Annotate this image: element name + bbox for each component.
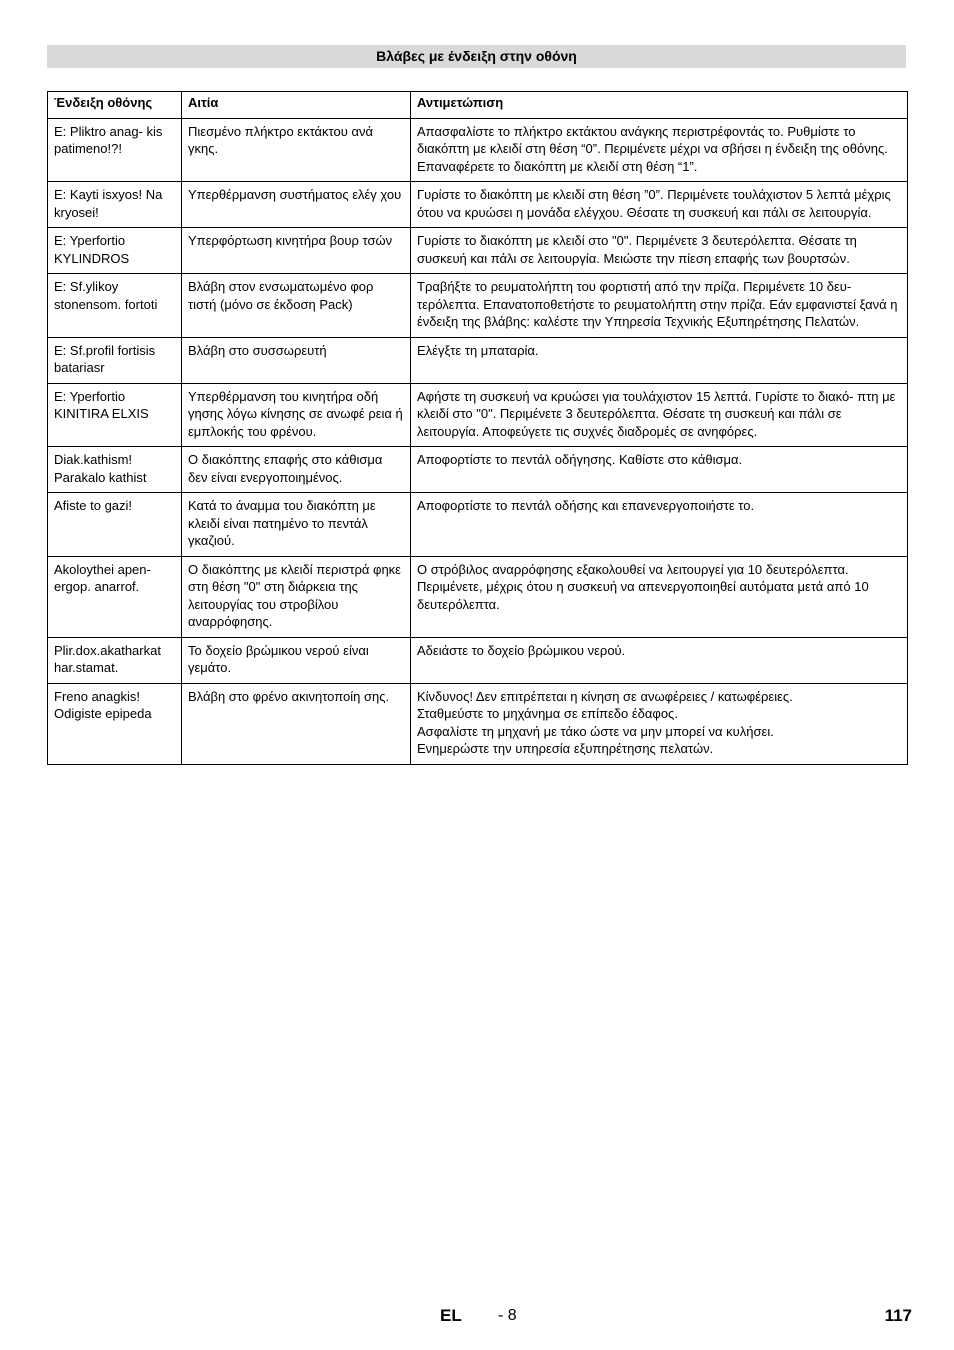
cause-cell: [182, 228, 411, 274]
remedy-cell: [411, 337, 908, 383]
cause-cell: [182, 556, 411, 637]
remedy-text: Γυρίστε το διακόπτη με κλειδί στη θέση ”0”. Περιμένετε τουλάχιστον 5 λεπτά μέχρις ότου να κρυώσει η μονάδα ελέγχου. Θέσατε τη συσκευή και πάλι σε λειτουργία.: [417, 187, 891, 220]
fault-table: [47, 91, 908, 765]
table-row: [48, 556, 908, 637]
cause-cell: [182, 637, 411, 683]
cause-text: Το δοχείο βρώμικου νερού είναι γεμάτο.: [188, 642, 369, 675]
remedy-text: Αποφορτίστε το πεντάλ οδήσης και επανενεργοποιήστε το.: [417, 498, 755, 513]
remedy-cell: [411, 274, 908, 338]
display-cell: [48, 637, 182, 683]
display-text: Diak.kathism! Parakalo kathist: [54, 452, 147, 485]
display-cell: [48, 228, 182, 274]
remedy-cell: [411, 493, 908, 557]
remedy-cell: [411, 683, 908, 764]
display-text: Plir.dox.akatharkat har.stamat.: [54, 642, 161, 675]
display-cell: [48, 337, 182, 383]
cause-text: Υπερθέρμανση συστήματος ελέγ χου: [188, 187, 402, 202]
display-text: E: Sf.profil fortisis batariasr: [54, 342, 156, 375]
table-row: [48, 228, 908, 274]
table-row: [48, 683, 908, 764]
footer-section-page: - 8: [498, 1307, 517, 1324]
table-header-row: [48, 92, 908, 119]
display-text: E: Sf.ylikoy stonensom. fortoti: [54, 279, 158, 312]
table-row: [48, 337, 908, 383]
remedy-cell: [411, 637, 908, 683]
display-text: E: Yperfortio KYLINDROS: [54, 233, 130, 266]
header-remedy: Αντιμετώπιση: [411, 92, 908, 119]
cause-cell: [182, 182, 411, 228]
table-row: [48, 447, 908, 493]
remedy-cell: [411, 182, 908, 228]
cause-text: Υπερφόρτωση κινητήρα βουρ τσών: [188, 233, 393, 248]
remedy-text: Κίνδυνος! Δεν επιτρέπεται η κίνηση σε ανωφέρειες / κατωφέρειες.: [417, 688, 793, 704]
remedy-text: Ελέγξτε τη μπαταρία.: [417, 342, 539, 358]
display-text: Freno anagkis! Odigiste epipeda: [54, 688, 152, 721]
cause-text: Ο διακόπτης επαφής στο κάθισμα δεν είναι ενεργοποιημένος.: [188, 452, 383, 485]
cause-text: Βλάβη στον ενσωματωμένο φορ τιστή (μόνο σε έκδοση Pack): [188, 279, 374, 312]
remedy-text: Ο στρόβιλος αναρρόφησης εξακολουθεί να λειτουργεί για 10 δευτερόλεπτα. Περιμένετε, μέχρις ότου η συσκευή να απενεργοποιηθεί αυτόματα μετά από 10 δευτερόλεπτα.: [417, 561, 869, 612]
remedy-text: Τραβήξτε το ρευματολήπτη του φορτιστή από την πρίζα. Περιμένετε 10 δευ- τερόλεπτα. Επανατοποθετήστε το ρευματολήπτη στην πρίζα. Εάν εμφανιστεί ξανά η ένδειξη της βλάβης: καλέστε την Υπηρεσία Τεχνικής Εξυπηρέτησης Πελατών.: [417, 279, 898, 329]
remedy-text: Ενημερώστε την υπηρεσία εξυπηρέτησης πελατών.: [417, 741, 714, 756]
footer-page-number: 117: [884, 1306, 912, 1325]
cause-cell: [182, 118, 411, 182]
remedy-cell: [411, 118, 908, 182]
cause-cell: [182, 683, 411, 764]
remedy-cell: [411, 228, 908, 274]
display-cell: [48, 274, 182, 338]
cause-text: Βλάβη στο συσσωρευτή: [188, 342, 327, 358]
display-text: Akoloythei apen- ergop. anarrof.: [54, 561, 151, 594]
table-row: [48, 637, 908, 683]
table-row: [48, 274, 908, 338]
display-cell: [48, 493, 182, 557]
table-row: [48, 182, 908, 228]
remedy-text: Γυρίστε το διακόπτη με κλειδί στο "0". Περιμένετε 3 δευτερόλεπτα. Θέσατε τη συσκευή και πάλι σε λειτουργία. Μειώστε την πίεση επαφής των βουρτσών.: [417, 233, 857, 266]
remedy-cell: [411, 447, 908, 493]
header-cause: Αιτία: [182, 92, 411, 119]
display-text: E: Yperfortio KINITIRA ELXIS: [54, 388, 149, 421]
display-cell: [48, 383, 182, 447]
display-cell: [48, 683, 182, 764]
table-row: [48, 118, 908, 182]
remedy-text: Ασφαλίστε τη μηχανή με τάκο ώστε να μην μπορεί να κυλήσει.: [417, 723, 774, 739]
display-cell: [48, 447, 182, 493]
table-row: [48, 383, 908, 447]
display-text: E: Pliktro anag- kis patimeno!?!: [54, 123, 163, 156]
cause-cell: [182, 493, 411, 557]
cause-text: Υπερθέρμανση του κινητήρα οδή γησης λόγω κίνησης σε ανωφέ ρεια ή εμπλοκής του φρένου.: [188, 388, 403, 439]
cause-text: Κατά το άναμμα του διακόπτη με κλειδί είναι πατημένο το πεντάλ γκαζιού.: [188, 498, 376, 548]
section-title: Βλάβες με ένδειξη στην οθόνη: [47, 45, 906, 68]
remedy-text: Αφήστε τη συσκευή να κρυώσει για τουλάχιστον 15 λεπτά. Γυρίστε το διακό- πτη με κλειδί στο "0". Περιμένετε 3 δευτερόλεπτα. Θέσατε τη συσκευή και πάλι σε λειτουργία. Αποφεύγετε τις συχνές διαδρομές σε ανηφόρες.: [417, 388, 896, 439]
remedy-text: Απασφαλίστε το πλήκτρο εκτάκτου ανάγκης περιστρέφοντάς το. Ρυθμίστε το διακόπτη με κλειδί στη θέση “0”. Περιμένετε μέχρι να σβήσει η ένδειξη της οθόνης. Επαναφέρετε το διακόπτη με κλειδί στη θέση “1”.: [417, 123, 888, 174]
cause-cell: [182, 337, 411, 383]
display-cell: [48, 182, 182, 228]
cause-cell: [182, 447, 411, 493]
remedy-text: Αδειάστε το δοχείο βρώμικου νερού.: [417, 642, 626, 658]
cause-cell: [182, 274, 411, 338]
footer-language: EL: [440, 1306, 462, 1325]
display-cell: [48, 556, 182, 637]
remedy-cell: [411, 556, 908, 637]
cause-text: Βλάβη στο φρένο ακινητοποίη σης.: [188, 688, 390, 704]
cause-text: Πιεσμένο πλήκτρο εκτάκτου ανά γκης.: [188, 123, 373, 156]
cause-text: Ο διακόπτης με κλειδί περιστρά φηκε στη θέση "0" στη διάρκεια της λειτουργίας του στροβίλου αναρρόφησης.: [188, 561, 401, 629]
remedy-cell: [411, 383, 908, 447]
display-cell: [48, 118, 182, 182]
remedy-text: Αποφορτίστε το πεντάλ οδήγησης. Καθίστε στο κάθισμα.: [417, 452, 743, 467]
header-display: Ένδειξη οθόνης: [48, 92, 182, 119]
table-row: [48, 493, 908, 557]
remedy-text: Σταθμεύστε το μηχάνημα σε επίπεδο έδαφος.: [417, 706, 678, 721]
cause-cell: [182, 383, 411, 447]
display-text: Afiste to gazi!: [54, 498, 133, 513]
display-text: E: Kayti isxyos! Na kryosei!: [54, 187, 163, 220]
